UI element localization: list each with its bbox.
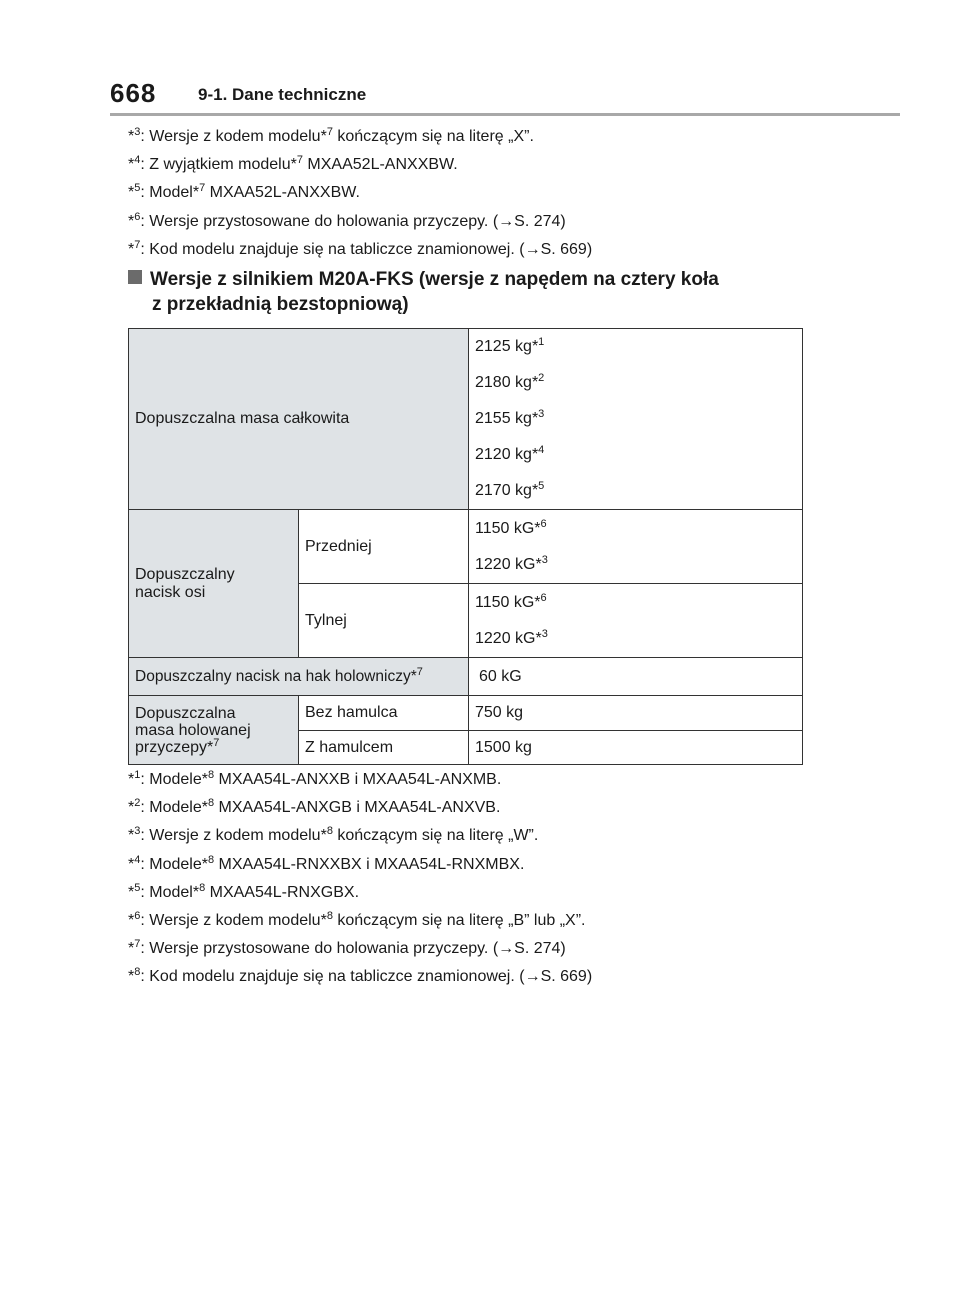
- square-bullet-icon: [128, 270, 142, 284]
- subheading: [128, 267, 719, 317]
- page-header: [0, 0, 960, 120]
- table-row: [129, 658, 803, 696]
- table-row: [129, 510, 803, 584]
- rear-axle-label: Tylnej: [299, 584, 469, 658]
- subheading-line2: z przekładnią bezstopniową): [152, 294, 409, 315]
- footnotes-top: [128, 123, 592, 264]
- braked-value: 1500 kg: [469, 731, 803, 765]
- front-axle-label: Przedniej: [299, 510, 469, 584]
- footnote: *$^4$: Z wyjątkiem modelu*$^7$ MXAA52L-ANXXBW.: [128, 154, 458, 174]
- footnote: *$^5$: Model*$^8$ MXAA54L-RNXGBX.: [128, 881, 360, 901]
- footnote: *$^8$: Kod modelu znajduje się na tabliczce znamionowej. (→S. 669): [128, 966, 593, 986]
- unbraked-value: 750 kg: [469, 696, 803, 731]
- footnote: *$^3$: Wersje z kodem modelu*$^8$ kończącym się na literę „W”.: [128, 825, 539, 845]
- hitch-load-value: 60 kG: [469, 658, 803, 696]
- footnote: *$^4$: Modele*$^8$ MXAA54L-RNXXBX i MXAA54L-RNXMBX.: [128, 853, 525, 873]
- hitch-load-label: Dopuszczalny nacisk na hak holowniczy*$^7$: [129, 658, 469, 696]
- section-title: 9-1. Dane techniczne: [198, 85, 367, 104]
- axle-load-label: Dopuszczalny nacisk osi: [129, 510, 299, 658]
- table-row: [129, 696, 803, 731]
- table-row: [129, 329, 803, 510]
- trailer-mass-label: Dopuszczalna masa holowanej przyczepy*$^7$: [129, 696, 299, 765]
- footnote: *$^6$: Wersje z kodem modelu*$^8$ kończącym się na literę „B” lub „X”.: [128, 910, 586, 930]
- unbraked-label: Bez hamulca: [299, 696, 469, 731]
- rear-axle-values: 1150 kG*$^6$ 1220 kG*$^3$: [469, 584, 803, 658]
- gvm-label: Dopuszczalna masa całkowita: [129, 329, 469, 510]
- footnote: *$^7$: Wersje przystosowane do holowania przyczepy. (→S. 274): [128, 938, 566, 958]
- braked-label: Z hamulcem: [299, 731, 469, 765]
- footnotes-bottom: [128, 766, 592, 992]
- footnote: *$^5$: Model*$^7$ MXAA52L-ANXXBW.: [128, 182, 360, 202]
- footnote: *$^7$: Kod modelu znajduje się na tabliczce znamionowej. (→S. 669): [128, 238, 593, 258]
- front-axle-values: 1150 kG*$^6$ 1220 kG*$^3$: [469, 510, 803, 584]
- footnote: *$^1$: Modele*$^8$ MXAA54L-ANXXB i MXAA54L-ANXMB.: [128, 769, 502, 788]
- footnote: *$^3$: Wersje z kodem modelu*$^7$ kończącym się na literę „X”.: [128, 126, 534, 145]
- page-number: 668: [110, 78, 157, 108]
- header-rule: [110, 113, 900, 116]
- gvm-values: 2125 kg*$^1$ 2180 kg*$^2$ 2155 kg*$^3$ 2120 kg*$^4$ 2170 kg*$^5$: [469, 329, 803, 510]
- footnote: *$^2$: Modele*$^8$ MXAA54L-ANXGB i MXAA54L-ANXVB.: [128, 797, 501, 817]
- subheading-line1: Wersje z silnikiem M20A-FKS (wersje z napędem na cztery koła: [150, 269, 719, 290]
- spec-table: [128, 328, 803, 765]
- footnote: *$^6$: Wersje przystosowane do holowania przyczepy. (→S. 274): [128, 210, 566, 230]
